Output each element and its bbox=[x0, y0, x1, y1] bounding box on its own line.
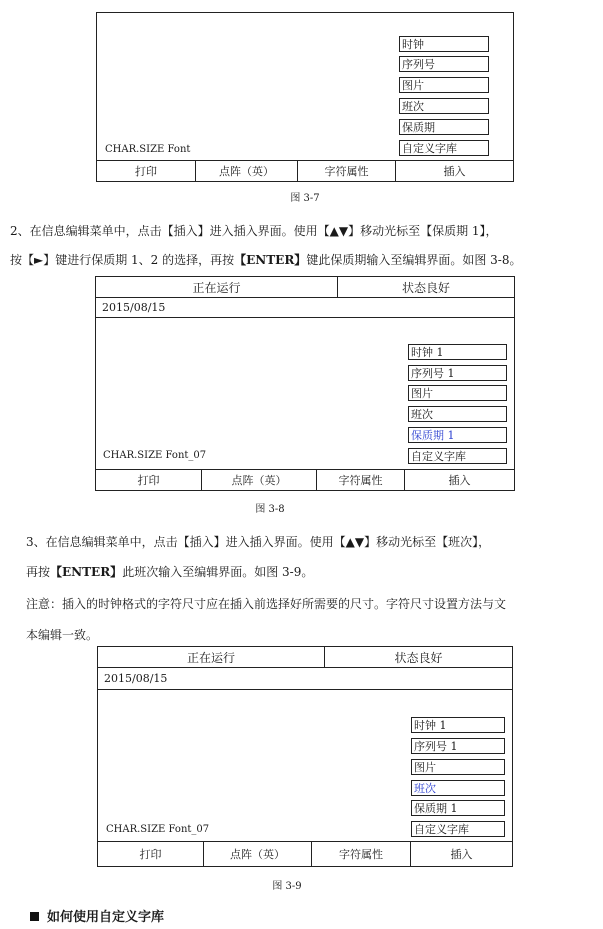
insert-button[interactable]: 插入 bbox=[448, 474, 471, 487]
menu-item-serial[interactable]: 序列号 1 bbox=[411, 738, 505, 754]
figure-3-9-panel bbox=[97, 646, 513, 867]
menu-item-custom-font[interactable]: 自定义字库 bbox=[411, 821, 505, 837]
menu-item-image[interactable]: 图片 bbox=[408, 385, 507, 401]
menu-item-shift[interactable]: 班次 bbox=[399, 98, 489, 114]
health-status: 状态良好 bbox=[394, 650, 443, 665]
menu-item-clock[interactable]: 时钟 bbox=[399, 36, 489, 52]
menu-item-image[interactable]: 图片 bbox=[411, 759, 505, 775]
text-segment: 再按 bbox=[26, 565, 51, 579]
date-row bbox=[96, 297, 514, 318]
menu-item-expiry[interactable]: 保质期 1 bbox=[408, 427, 507, 443]
key-label: 【ENTER】 bbox=[50, 565, 123, 579]
char-size-label: CHAR.SIZE Font bbox=[105, 144, 191, 155]
note-line: 注意：插入的时钟格式的字符尺寸应在插入前选择好所需要的尺寸。字符尺寸设置方法与文 bbox=[26, 597, 507, 611]
dot-matrix-button[interactable]: 点阵（英） bbox=[204, 842, 312, 866]
char-size-label: CHAR.SIZE Font_07 bbox=[103, 450, 207, 461]
bullet-square-icon bbox=[30, 912, 39, 921]
menu-item-clock[interactable]: 时钟 1 bbox=[411, 717, 505, 733]
insert-button[interactable]: 插入 bbox=[450, 848, 473, 861]
menu-item-serial[interactable]: 序列号 bbox=[399, 56, 489, 72]
insert-button[interactable]: 插入 bbox=[443, 165, 466, 178]
date-text: 2015/08/15 bbox=[104, 671, 168, 685]
text-segment: 键此保质期输入至编辑界面。如图 3-8。 bbox=[306, 253, 522, 267]
section-heading-text: 如何使用自定义字库 bbox=[47, 910, 165, 925]
status-bar bbox=[96, 277, 514, 298]
section-heading bbox=[30, 906, 164, 925]
menu-item-expiry[interactable]: 保质期 bbox=[399, 119, 489, 135]
bottom-button-bar bbox=[98, 841, 512, 866]
bottom-button-bar bbox=[96, 469, 514, 490]
print-button[interactable]: 打印 bbox=[97, 161, 196, 181]
paragraph-line bbox=[10, 251, 521, 268]
menu-item-expiry[interactable]: 保质期 1 bbox=[411, 800, 505, 816]
figure-3-7-panel bbox=[96, 12, 514, 182]
figure-3-8-panel bbox=[95, 276, 515, 491]
menu-item-clock[interactable]: 时钟 1 bbox=[408, 344, 507, 360]
menu-item-custom-font[interactable]: 自定义字库 bbox=[408, 448, 507, 464]
run-status: 正在运行 bbox=[96, 277, 338, 297]
status-bar bbox=[98, 647, 512, 668]
figure-caption: 图 3-9 bbox=[272, 881, 302, 892]
figure-caption: 图 3-7 bbox=[290, 193, 320, 204]
paragraph-line: 3、在信息编辑菜单中，点击【插入】进入插入界面。使用【▲▼】移动光标至【班次】， bbox=[26, 535, 491, 549]
paragraph-line bbox=[26, 563, 313, 580]
date-row bbox=[98, 667, 512, 690]
run-status: 正在运行 bbox=[98, 647, 325, 667]
menu-item-shift[interactable]: 班次 bbox=[411, 780, 505, 796]
menu-item-shift[interactable]: 班次 bbox=[408, 406, 507, 422]
print-button[interactable]: 打印 bbox=[98, 842, 204, 866]
char-size-label: CHAR.SIZE Font_07 bbox=[106, 824, 210, 835]
char-attr-button[interactable]: 字符属性 bbox=[317, 470, 405, 490]
health-status: 状态良好 bbox=[401, 280, 450, 295]
char-attr-button[interactable]: 字符属性 bbox=[298, 161, 396, 181]
char-attr-button[interactable]: 字符属性 bbox=[312, 842, 411, 866]
paragraph-line: 2、在信息编辑菜单中，点击【插入】进入插入界面。使用【▲▼】移动光标至【保质期 1】， bbox=[10, 224, 498, 238]
bottom-button-bar bbox=[97, 160, 513, 181]
figure-caption: 图 3-8 bbox=[255, 504, 285, 515]
menu-item-image[interactable]: 图片 bbox=[399, 77, 489, 93]
text-segment: 此班次输入至编辑界面。如图 3-9。 bbox=[122, 565, 314, 579]
menu-item-custom-font[interactable]: 自定义字库 bbox=[399, 140, 489, 156]
dot-matrix-button[interactable]: 点阵（英） bbox=[196, 161, 298, 181]
key-label: 【ENTER】 bbox=[234, 253, 307, 267]
print-button[interactable]: 打印 bbox=[96, 470, 202, 490]
note-line: 本编辑一致。 bbox=[26, 628, 99, 642]
date-text: 2015/08/15 bbox=[102, 300, 166, 314]
text-segment: 按【►】键进行保质期 1、2 的选择，再按 bbox=[10, 253, 235, 267]
dot-matrix-button[interactable]: 点阵（英） bbox=[202, 470, 317, 490]
menu-item-serial[interactable]: 序列号 1 bbox=[408, 365, 507, 381]
